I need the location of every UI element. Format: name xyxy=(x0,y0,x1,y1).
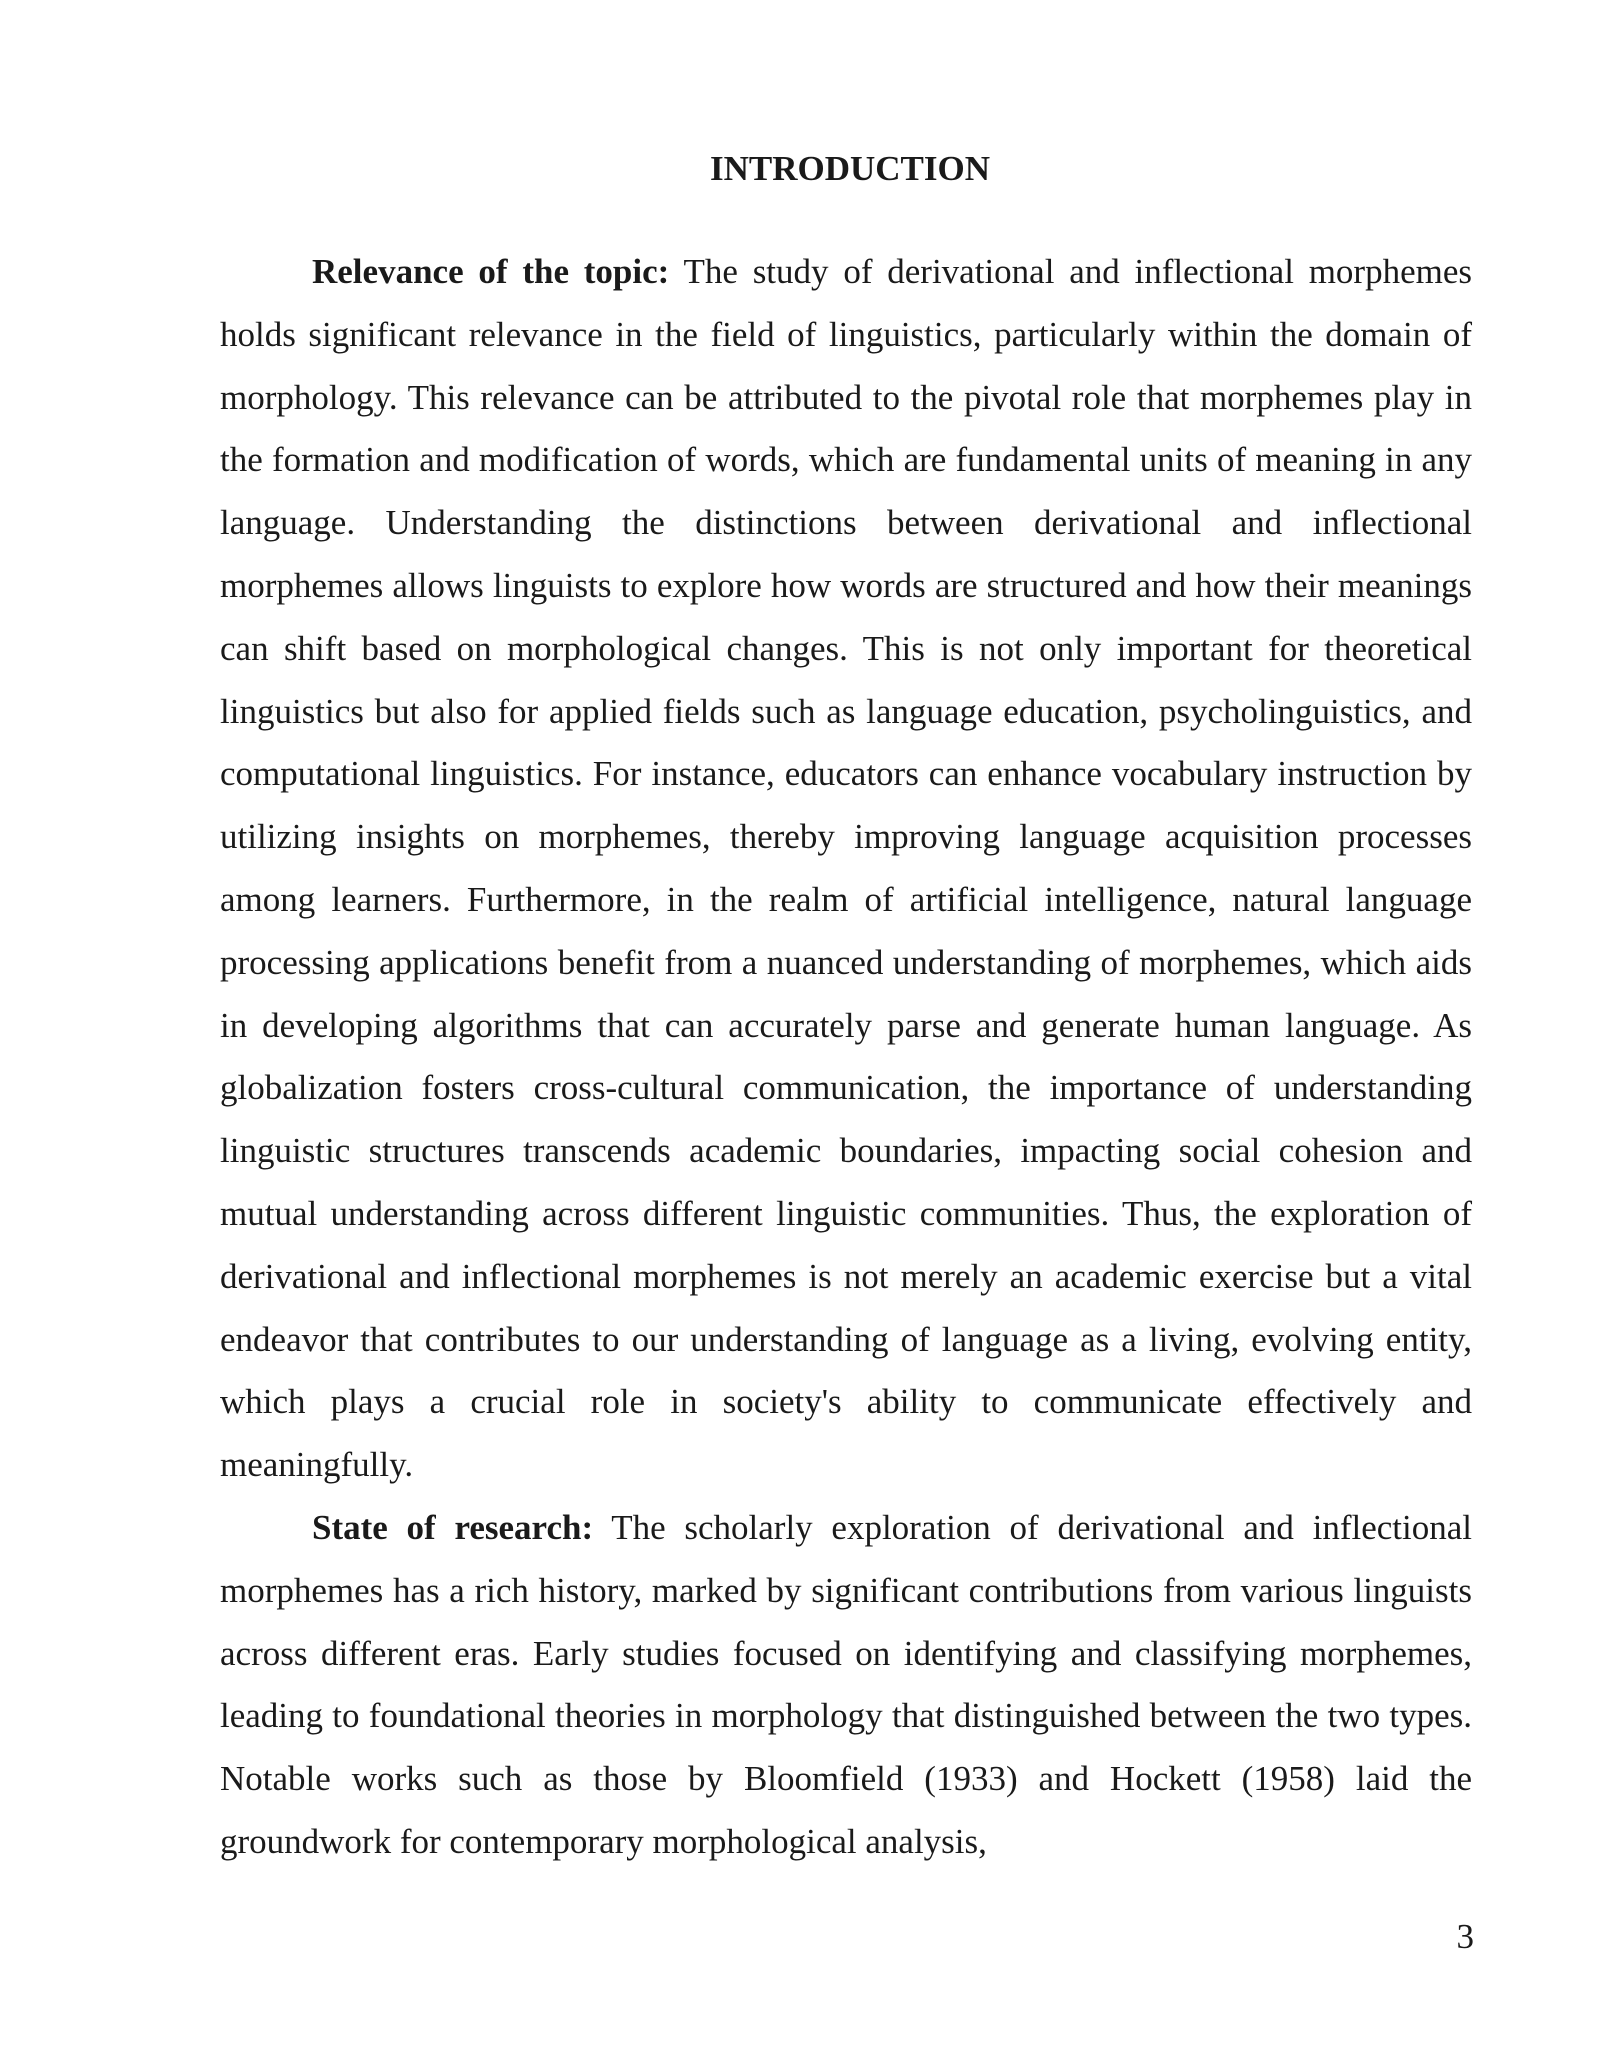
paragraph-text-state-of-research: The scholarly exploration of derivational and inflectional morphemes has a rich history, marked by significant contributions from various linguists across different eras. Early studies focused on identifying and classifying morphemes, leading to foundational theories in morphology that distinguished between the two types. Notable works such as those by Bloomfield (1933) and Hockett (1958) laid the groundwork for contemporary morphological analysis, xyxy=(220,1507,1472,1861)
body-text xyxy=(220,241,1472,1874)
paragraph-relevance xyxy=(220,241,1472,1497)
paragraph-lead-state-of-research: State of research: xyxy=(312,1507,594,1547)
page-title: INTRODUCTION xyxy=(709,149,991,188)
paragraph-state-of-research xyxy=(220,1497,1472,1874)
paragraph-text-relevance: The study of derivational and inflectional morphemes holds significant relevance in the field of linguistics, particularly within the domain of morphology. This relevance can be attributed to the pivotal role that morphemes play in the formation and modification of words, which are fundamental units of meaning in any language. Understanding the distinctions between derivational and inflectional morphemes allows linguists to explore how words are structured and how their meanings can shift based on morphological changes. This is not only important for theoretical linguistics but also for applied fields such as language education, psycholinguistics, and computational linguistics. For instance, educators can enhance vocabulary instruction by utilizing insights on morphemes, thereby improving language acquisition processes among learners. Furthermore, in the realm of artificial intelligence, natural language processing applications benefit from a nuanced understanding of morphemes, which aids in developing algorithms that can accurately parse and generate human language. As globalization fosters cross-cultural communication, the importance of understanding linguistic structures transcends academic boundaries, impacting social cohesion and mutual understanding across different linguistic communities. Thus, the exploration of derivational and inflectional morphemes is not merely an academic exercise but a vital endeavor that contributes to our understanding of language as a living, evolving entity, which plays a crucial role in society's ability to communicate effectively and meaningfully. xyxy=(220,252,1472,1485)
page-number: 3 xyxy=(1456,1917,1474,1956)
paragraph-lead-relevance: Relevance of the topic: xyxy=(312,252,670,291)
